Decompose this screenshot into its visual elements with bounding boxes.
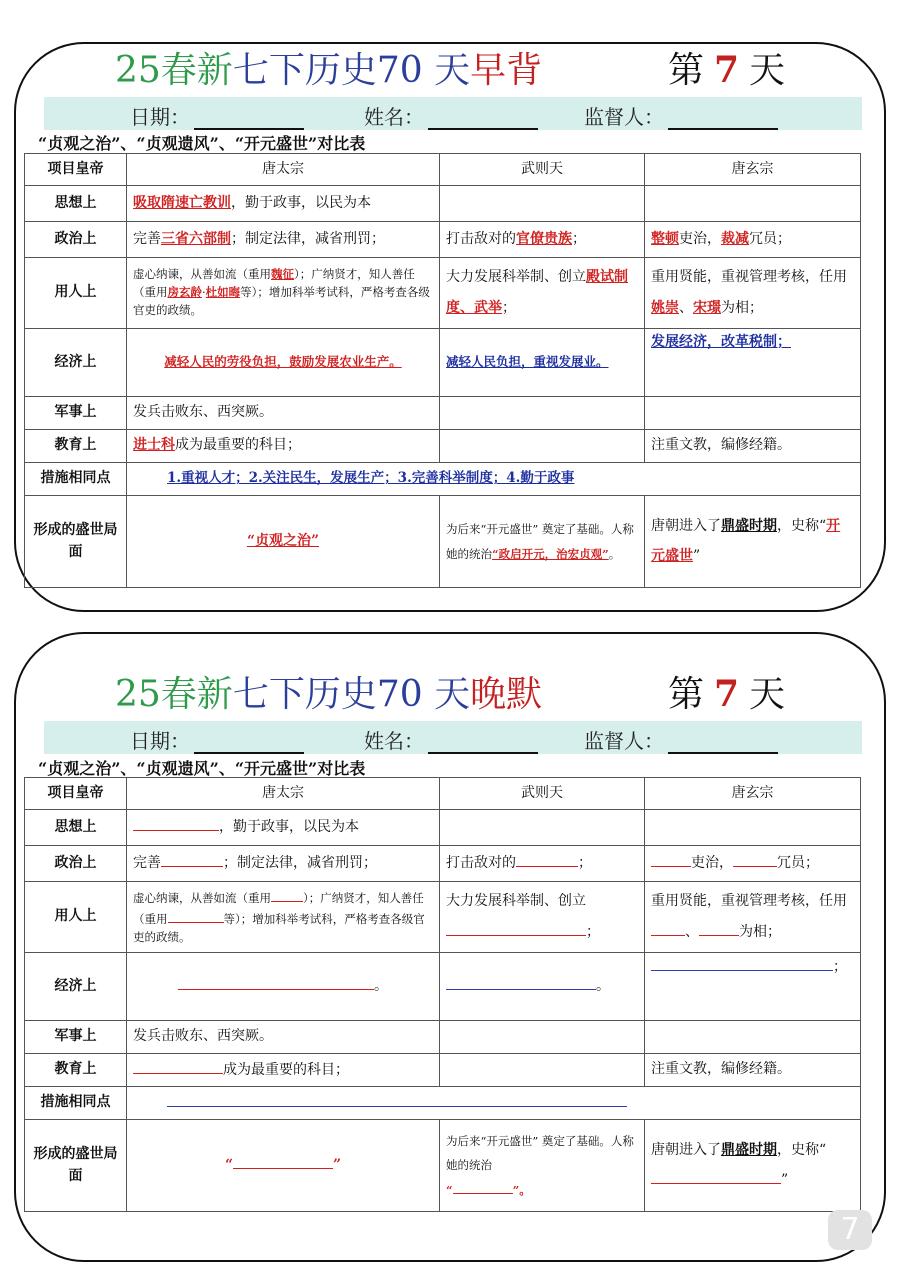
table-row: 措施相同点 1.重视人才；2.关注民生，发展生产；3.完善科举制度；4.勤于政事 — [25, 463, 861, 496]
table-row: 经济上 。 。 ； — [25, 953, 861, 1021]
table-row: 军事上 发兵击败东、西突厥。 — [25, 397, 861, 430]
table-row: 思想上 吸取隋速亡教训，勤于政事，以民为本 — [25, 186, 861, 222]
fill-blank[interactable] — [168, 908, 224, 923]
fill-blank[interactable] — [453, 1179, 513, 1194]
fill-blank[interactable] — [651, 1169, 781, 1184]
table-row: 政治上 完善三省六部制；制定法律，减省刑罚； 打击敌对的官僚贵族； 整顿吏治，裁减冗员； — [25, 222, 861, 258]
fill-blank[interactable] — [446, 921, 586, 936]
fill-blank[interactable] — [233, 1154, 333, 1169]
table-row: 措施相同点 — [25, 1087, 861, 1120]
table-row: 教育上 成为最重要的科目； 注重文教，编修经籍。 — [25, 1054, 861, 1087]
evening-subtitle: “贞观之治”、“贞观遗风”、“开元盛世”对比表 — [38, 759, 366, 778]
morning-comparison-table — [24, 153, 861, 588]
table-row: 用人上 虚心纳谏，从善如流（重用魏征）；广纳贤才，知人善任（重用房玄龄·杜如晦等）；增加科举考试科，严格考查各级官吏的政绩。 大力发展科举制、创立殿试制度、武举； 重用贤能，重视管理考核，任用姚崇、宋璟为相； — [25, 258, 861, 329]
date-field[interactable]: 日期： — [130, 725, 304, 754]
table-row: 形成的盛世局面 “贞观之治” 为后来“开元盛世” 奠定了基础。人称她的统治“政启开元，治宏贞观”。 唐朝进入了鼎盛时期，史称“开元盛世” — [25, 496, 861, 588]
table-row: 经济上 减轻人民的劳役负担，鼓励发展农业生产。 减轻人民负担，重视发展业。 发展经济，改革税制； — [25, 329, 861, 397]
fill-blank[interactable] — [167, 1092, 627, 1107]
table-row: 形成的盛世局面 “ ” 为后来“开元盛世” 奠定了基础。人称她的统治 “ ”。 唐朝进入了鼎盛时期，史称“” — [25, 1120, 861, 1212]
fill-blank[interactable] — [271, 887, 303, 902]
fill-blank[interactable] — [133, 1059, 223, 1074]
fill-blank[interactable] — [651, 852, 691, 867]
fill-blank[interactable] — [651, 921, 685, 936]
evening-comparison-table — [24, 777, 861, 1212]
supervisor-field[interactable]: 监督人： — [584, 725, 778, 754]
evening-title: 25春新七下历史70 天晚默 — [115, 674, 543, 715]
morning-info-bar — [44, 97, 862, 130]
morning-title: 25春新七下历史70 天早背 — [115, 50, 543, 91]
evening-day-label: 第 7 天 — [668, 673, 786, 715]
fill-blank[interactable] — [733, 852, 777, 867]
page-number-badge: 7 — [828, 1210, 872, 1250]
morning-subtitle: “贞观之治”、“贞观遗风”、“开元盛世”对比表 — [38, 134, 366, 153]
fill-blank[interactable] — [516, 852, 578, 867]
fill-blank[interactable] — [178, 975, 374, 990]
fill-blank[interactable] — [133, 816, 219, 831]
fill-blank[interactable] — [651, 956, 833, 971]
table-row: 用人上 虚心纳谏，从善如流（重用 ）；广纳贤才，知人善任（重用 等）；增加科举考试科，严格考查各级官吏的政绩。 大力发展科举制、创立； 重用贤能，重视管理考核，任用、 为相； — [25, 882, 861, 953]
evening-info-bar — [44, 721, 862, 754]
morning-day-label: 第 7 天 — [668, 49, 786, 91]
fill-blank[interactable] — [699, 921, 739, 936]
table-row: 军事上 发兵击败东、西突厥。 — [25, 1021, 861, 1054]
supervisor-field[interactable]: 监督人： — [584, 101, 778, 130]
table-row: 政治上 完善 ；制定法律，减省刑罚； 打击敌对的 ； 吏治， 冗员； — [25, 846, 861, 882]
date-field[interactable]: 日期： — [130, 101, 304, 130]
fill-blank[interactable] — [161, 852, 223, 867]
fill-blank[interactable] — [446, 975, 596, 990]
table-header-row: 项目皇帝 唐太宗 武则天 唐玄宗 — [25, 778, 861, 810]
table-row: 教育上 进士科成为最重要的科目； 注重文教，编修经籍。 — [25, 430, 861, 463]
name-field[interactable]: 姓名： — [364, 725, 538, 754]
name-field[interactable]: 姓名： — [364, 101, 538, 130]
table-header-row: 项目皇帝 唐太宗 武则天 唐玄宗 — [25, 154, 861, 186]
table-row: 思想上 ，勤于政事，以民为本 — [25, 810, 861, 846]
